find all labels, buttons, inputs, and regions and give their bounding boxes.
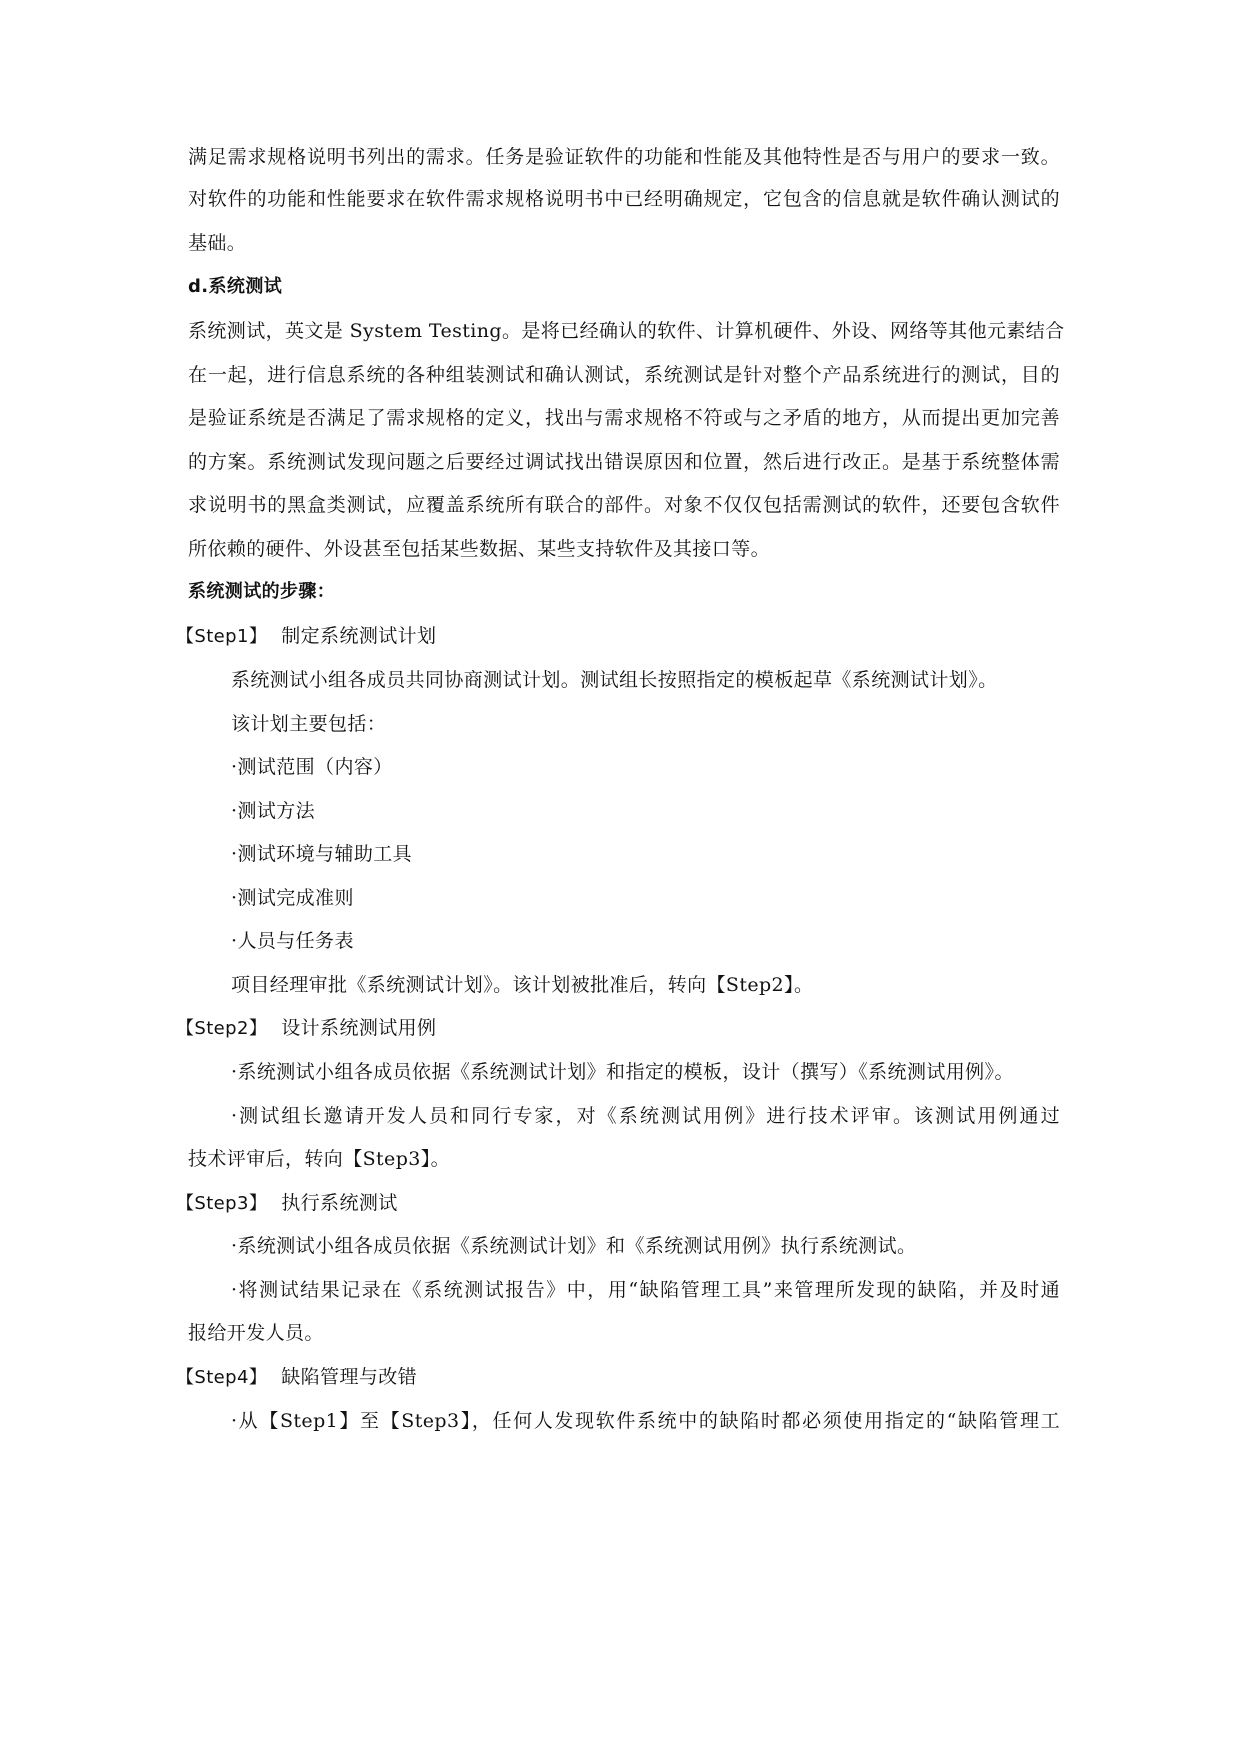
- list-item: ·人员与任务表: [231, 930, 354, 952]
- step-title: 执行系统测试: [281, 1192, 398, 1214]
- step-title: 缺陷管理与改错: [281, 1366, 418, 1388]
- paragraph-line: ·系统测试小组各成员依据《系统测试计划》和指定的模板，设计（撰写）《系统测试用例》。: [231, 1061, 1014, 1083]
- step-header: [176, 1364, 1048, 1391]
- section-heading: d.系统测试: [188, 276, 283, 297]
- step-title: 制定系统测试计划: [281, 625, 437, 647]
- paragraph-line: 对软件的功能和性能要求在软件需求规格说明书中已经明确规定，它包含的信息就是软件确认测试的: [188, 188, 1060, 210]
- step-tag: 【Step2】: [176, 1018, 268, 1039]
- list-item: ·测试方法: [231, 800, 316, 822]
- paragraph-line: 是验证系统是否满足了需求规格的定义，找出与需求规格不符或与之矛盾的地方，从而提出更加完善: [188, 407, 1060, 429]
- paragraph-line: 所依赖的硬件、外设甚至包括某些数据、某些支持软件及其接口等。: [188, 538, 771, 560]
- paragraph-line: ·系统测试小组各成员依据《系统测试计划》和《系统测试用例》执行系统测试。: [231, 1235, 917, 1257]
- paragraph-line: 该计划主要包括：: [231, 713, 387, 735]
- step-title: 设计系统测试用例: [281, 1017, 437, 1039]
- step-tag: 【Step3】: [176, 1193, 268, 1214]
- paragraph-line: 系统测试，英文是 System Testing。是将已经确认的软件、计算机硬件、外设、网络等其他元素结合: [188, 320, 1065, 342]
- steps-heading: 系统测试的步骤：: [188, 581, 336, 602]
- paragraph-line: 报给开发人员。: [188, 1322, 324, 1344]
- list-item: ·测试范围（内容）: [231, 756, 393, 778]
- step-header: [176, 623, 1048, 650]
- step-tag: 【Step4】: [176, 1367, 268, 1388]
- step-tag: 【Step1】: [176, 626, 268, 647]
- list-item: ·测试环境与辅助工具: [231, 843, 413, 865]
- paragraph-line: 技术评审后，转向【Step3】。: [188, 1148, 451, 1170]
- paragraph-line: ·从【Step1】至【Step3】，任何人发现软件系统中的缺陷时都必须使用指定的“缺陷管理工: [231, 1410, 1060, 1432]
- paragraph-line: ·测试组长邀请开发人员和同行专家，对《系统测试用例》进行技术评审。该测试用例通过: [231, 1105, 1060, 1127]
- paragraph-line: 项目经理审批《系统测试计划》。该计划被批准后，转向【Step2】。: [231, 974, 814, 996]
- paragraph-line: ·将测试结果记录在《系统测试报告》中，用“缺陷管理工具”来管理所发现的缺陷，并及时通: [231, 1279, 1060, 1301]
- step-header: [176, 1190, 1048, 1217]
- paragraph-line: 的方案。系统测试发现问题之后要经过调试找出错误原因和位置，然后进行改正。是基于系统整体需: [188, 451, 1060, 473]
- list-item: ·测试完成准则: [231, 887, 354, 909]
- step-header: [176, 1015, 1048, 1042]
- paragraph-line: 求说明书的黑盒类测试，应覆盖系统所有联合的部件。对象不仅仅包括需测试的软件，还要包含软件: [188, 494, 1060, 516]
- paragraph-line: 系统测试小组各成员共同协商测试计划。测试组长按照指定的模板起草《系统测试计划》。: [231, 669, 998, 691]
- paragraph-line: 在一起，进行信息系统的各种组装测试和确认测试，系统测试是针对整个产品系统进行的测试，目的: [188, 364, 1060, 386]
- paragraph-line: 基础。: [188, 232, 247, 254]
- paragraph-line: 满足需求规格说明书列出的需求。任务是验证软件的功能和性能及其他特性是否与用户的要求一致。: [188, 146, 1060, 168]
